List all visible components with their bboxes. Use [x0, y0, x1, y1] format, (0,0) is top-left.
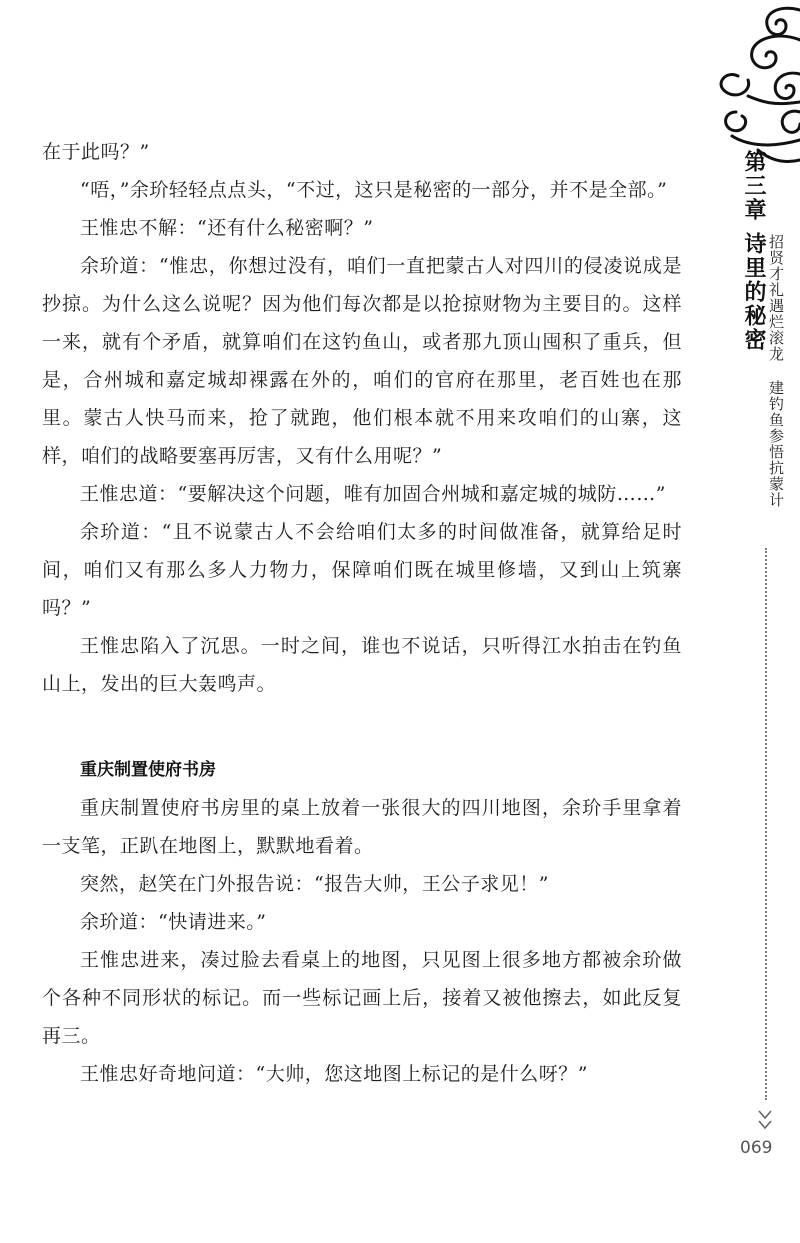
paragraph: 王惟忠道：“要解决这个问题，唯有加固合州城和嘉定城的城防……”	[80, 483, 666, 505]
page-number: 069	[740, 1138, 773, 1158]
paragraph: 余玠道：“且不说蒙古人不会给咱们太多的时间做准备，就算给足时间，咱们又有那么多人力物力，保障咱们既在城里修墙，又到山上筑寨吗？”	[42, 521, 682, 619]
paragraph: 王惟忠不解：“还有什么秘密啊？”	[80, 217, 374, 239]
paragraph: 余玠道：“惟忠，你想过没有，咱们一直把蒙古人对四川的侵凌说成是抄掠。为什么这么说呢？因为他们每次都是以抢掠财物为主要目的。这样一来，就有个矛盾，就算咱们在这钓鱼山，或者那九顶山囤积了重兵，但是，合州城和嘉定城却裸露在外的，咱们的官府在那里，老百姓也在那里。蒙古人快马而来，抢了就跑，他们根本就不用来攻咱们的山寨，这样，咱们的战略要塞再厉害，又有什么用呢？”	[42, 255, 682, 467]
section-heading: 重庆制置使府书房	[80, 760, 216, 780]
paragraph: 在于此吗？”	[42, 141, 150, 163]
paragraph: 重庆制置使府书房里的桌上放着一张很大的四川地图，余玠手里拿着一支笔，正趴在地图上，默默地看着。	[42, 797, 682, 857]
paragraph: “唔，”余玠轻轻点点头，“不过，这只是秘密的一部分，并不是全部。”	[80, 179, 668, 201]
paragraph: 王惟忠进来，凑过脸去看桌上的地图，只见图上很多地方都被余玠做个各种不同形状的标记。而一些标记画上后，接着又被他擦去，如此反复再三。	[42, 949, 682, 1047]
chapter-subtitle-2: 建钓鱼参悟抗蒙计	[767, 380, 785, 508]
body-text	[42, 133, 682, 1093]
paragraph: 王惟忠好奇地问道：“大帅，您这地图上标记的是什么呀？”	[80, 1063, 588, 1085]
chapter-subtitle-1: 招贤才礼遇烂滚龙	[767, 234, 785, 362]
dotted-divider	[765, 548, 767, 1100]
chapter-number: 第三章	[741, 150, 766, 222]
paragraph: 突然，赵笑在门外报告说：“报告大帅，王公子求见！”	[80, 873, 549, 895]
chapter-sidebar	[718, 0, 800, 1243]
section-gap	[42, 703, 682, 751]
paragraph: 王惟忠陷入了沉思。一时之间，谁也不说话，只听得江水拍击在钓鱼山上，发出的巨大轰鸣声。	[42, 635, 682, 695]
chapter-title: 诗里的秘密	[741, 232, 766, 352]
paragraph: 余玠道：“快请进来。”	[80, 911, 267, 933]
double-chevron-down-icon	[756, 1108, 774, 1134]
